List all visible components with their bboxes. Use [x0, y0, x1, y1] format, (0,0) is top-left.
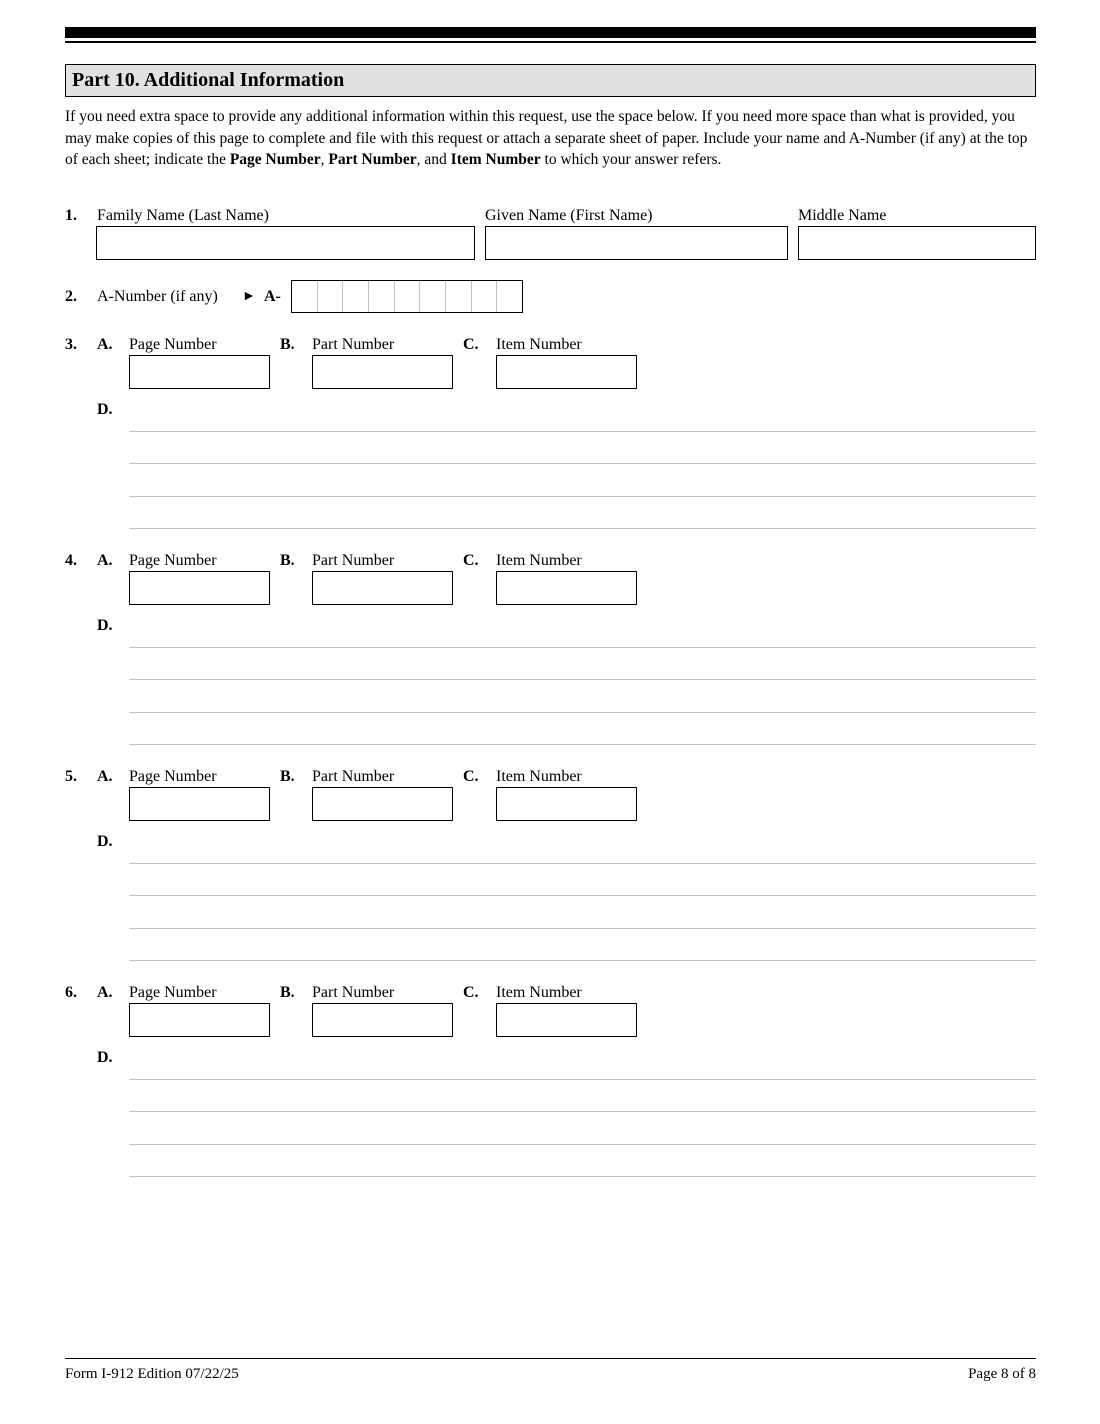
- part-number-field[interactable]: [312, 571, 453, 605]
- answer-line[interactable]: [129, 528, 1036, 529]
- part-title: Part 10. Additional Information: [72, 69, 345, 91]
- answer-line[interactable]: [129, 1144, 1036, 1145]
- a-number-digit-cell: [369, 281, 395, 312]
- a-number-digit-cell: [446, 281, 472, 312]
- item-number-label: Item Number: [496, 768, 582, 785]
- entry-letter-d: D.: [97, 401, 113, 418]
- page-number-label: Page Number: [129, 552, 217, 569]
- page-number-label: Page Number: [129, 984, 217, 1001]
- part-number-label: Part Number: [312, 984, 395, 1001]
- answer-line[interactable]: [129, 431, 1036, 432]
- top-thick-rule: [65, 27, 1036, 38]
- intro-text-1: If you need extra space to provide any additional information within this request, use the space below. If you need more space than what is provided, you may make copies of this page to complete and file with this request or attach a separate sheet of paper. Include your name and A-Number (if any) at the top of each sheet; indicate the: [65, 108, 1028, 168]
- middle-name-label: Middle Name: [798, 207, 887, 224]
- item-number-label: Item Number: [496, 984, 582, 1001]
- arrow-right-icon: ►: [242, 289, 256, 304]
- entry-number: 4.: [65, 552, 77, 569]
- page-number-field[interactable]: [129, 1003, 270, 1037]
- entry-letter-a: A.: [97, 336, 113, 353]
- a-number-digit-cell: [497, 281, 522, 312]
- part-number-label: Part Number: [312, 768, 395, 785]
- entry-letter-c: C.: [463, 336, 479, 353]
- page-number-label: Page Number: [129, 336, 217, 353]
- page-number-field[interactable]: [129, 571, 270, 605]
- a-number-digit-cell: [318, 281, 344, 312]
- intro-text-3: , and: [416, 151, 451, 168]
- item2-number: 2.: [65, 288, 77, 305]
- part-number-label: Part Number: [312, 336, 395, 353]
- item1-number: 1.: [65, 207, 77, 224]
- part-number-field[interactable]: [312, 1003, 453, 1037]
- intro-text-2: ,: [320, 151, 329, 168]
- part-header: [65, 64, 1036, 97]
- answer-line[interactable]: [129, 1079, 1036, 1080]
- part-number-label: Part Number: [312, 552, 395, 569]
- intro-paragraph: [65, 106, 1036, 171]
- middle-name-field[interactable]: [798, 226, 1036, 260]
- a-number-digit-cell: [472, 281, 498, 312]
- entry-letter-b: B.: [280, 984, 295, 1001]
- entry-letter-c: C.: [463, 552, 479, 569]
- answer-line[interactable]: [129, 679, 1036, 680]
- answer-line[interactable]: [129, 744, 1036, 745]
- page-number-field[interactable]: [129, 787, 270, 821]
- answer-line[interactable]: [129, 496, 1036, 497]
- intro-bold-item-number: Item Number: [450, 151, 541, 168]
- intro-bold-part-number: Part Number: [328, 151, 417, 168]
- top-thin-rule: [65, 41, 1036, 43]
- given-name-label: Given Name (First Name): [485, 207, 653, 224]
- item-number-label: Item Number: [496, 336, 582, 353]
- page-indicator: Page 8 of 8: [968, 1366, 1036, 1382]
- answer-line[interactable]: [129, 712, 1036, 713]
- answer-line[interactable]: [129, 1176, 1036, 1177]
- part-number-field[interactable]: [312, 787, 453, 821]
- form-edition: Form I-912 Edition 07/22/25: [65, 1366, 239, 1382]
- page-number-field[interactable]: [129, 355, 270, 389]
- a-number-digit-cell: [395, 281, 421, 312]
- answer-line[interactable]: [129, 928, 1036, 929]
- page-number-label: Page Number: [129, 768, 217, 785]
- item-number-field[interactable]: [496, 355, 637, 389]
- item-number-field[interactable]: [496, 1003, 637, 1037]
- entry-letter-a: A.: [97, 768, 113, 785]
- entry-letter-a: A.: [97, 984, 113, 1001]
- a-number-label: A-Number (if any): [97, 288, 218, 305]
- entry-number: 5.: [65, 768, 77, 785]
- a-number-digit-cell: [292, 281, 318, 312]
- part-number-field[interactable]: [312, 355, 453, 389]
- entry-letter-b: B.: [280, 768, 295, 785]
- entry-number: 6.: [65, 984, 77, 1001]
- a-number-field[interactable]: [291, 280, 523, 313]
- answer-line[interactable]: [129, 1111, 1036, 1112]
- entry-letter-b: B.: [280, 552, 295, 569]
- a-number-digit-cell: [343, 281, 369, 312]
- intro-text-4: to which your answer refers.: [540, 151, 722, 168]
- entry-letter-b: B.: [280, 336, 295, 353]
- intro-bold-page-number: Page Number: [229, 151, 321, 168]
- answer-line[interactable]: [129, 647, 1036, 648]
- entry-letter-c: C.: [463, 768, 479, 785]
- a-number-prefix: A-: [264, 288, 281, 305]
- given-name-field[interactable]: [485, 226, 788, 260]
- a-number-digit-cell: [420, 281, 446, 312]
- answer-line[interactable]: [129, 960, 1036, 961]
- family-name-label: Family Name (Last Name): [97, 207, 269, 224]
- answer-line[interactable]: [129, 895, 1036, 896]
- entry-letter-d: D.: [97, 1049, 113, 1066]
- answer-line[interactable]: [129, 863, 1036, 864]
- item-number-label: Item Number: [496, 552, 582, 569]
- answer-line[interactable]: [129, 463, 1036, 464]
- entry-letter-c: C.: [463, 984, 479, 1001]
- item-number-field[interactable]: [496, 787, 637, 821]
- item-number-field[interactable]: [496, 571, 637, 605]
- family-name-field[interactable]: [96, 226, 475, 260]
- entry-number: 3.: [65, 336, 77, 353]
- entry-letter-a: A.: [97, 552, 113, 569]
- entry-letter-d: D.: [97, 617, 113, 634]
- entry-letter-d: D.: [97, 833, 113, 850]
- footer-rule: [65, 1358, 1036, 1359]
